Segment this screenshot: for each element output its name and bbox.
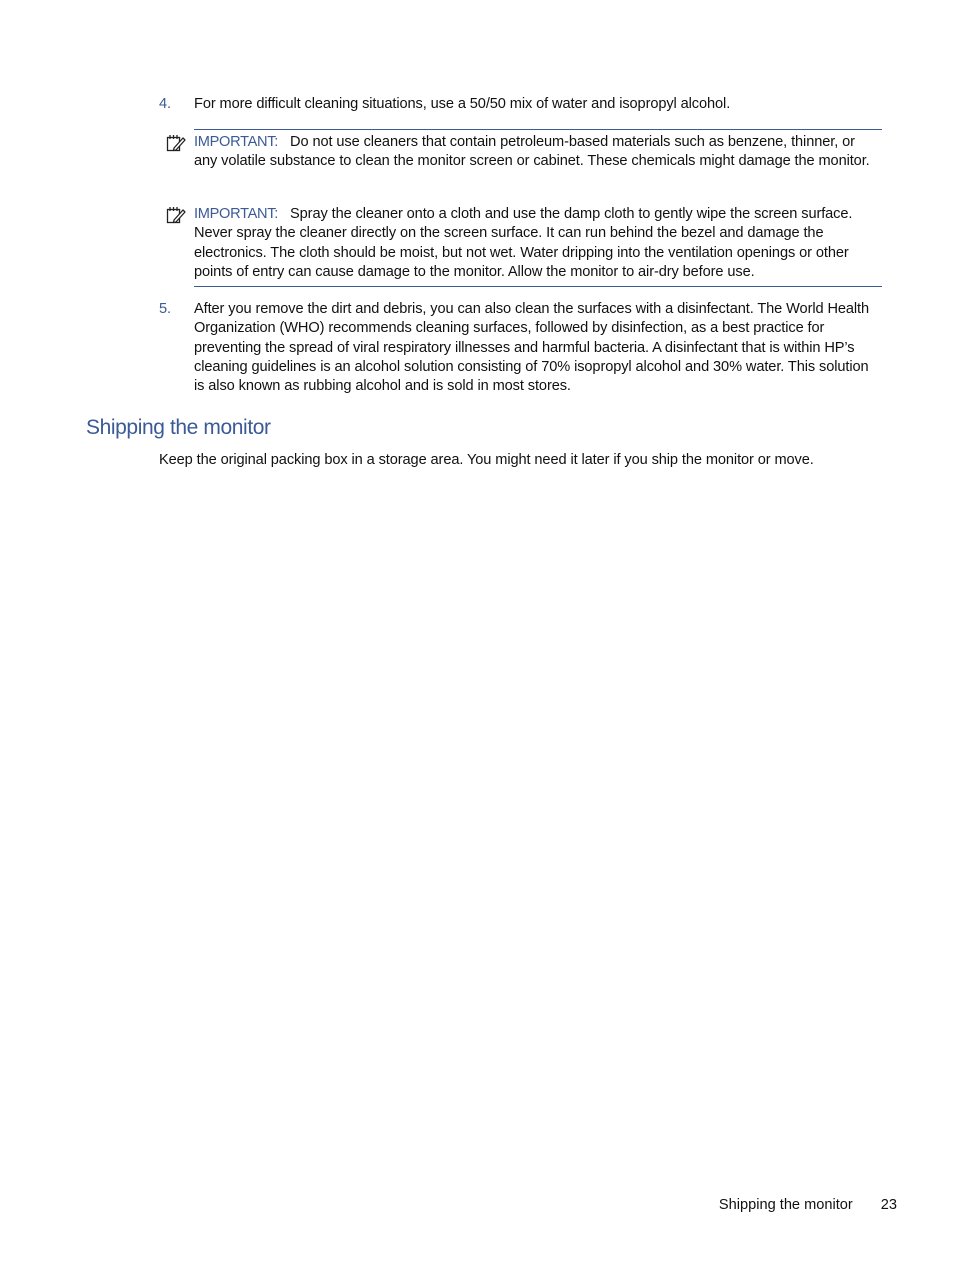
note-text: Do not use cleaners that contain petroleum-based materials such as benzene, thinner, or any volatile substance to clean the monitor screen or cabinet. These chemicals might damage the monitor.	[194, 134, 870, 170]
note-label: IMPORTANT:	[194, 206, 279, 222]
note-important-icon	[166, 206, 186, 224]
section-paragraph: Keep the original packing box in a storage area. You might need it later if you ship the monitor or move.	[159, 452, 814, 468]
note-divider-bottom	[194, 286, 882, 287]
step-item-4	[159, 95, 881, 114]
step-text: For more difficult cleaning situations, use a 50/50 mix of water and isopropyl alcohol.	[194, 96, 731, 112]
step-number: 5.	[159, 301, 171, 317]
step-text: After you remove the dirt and debris, you can also clean the surfaces with a disinfectant. The World Health Organization (WHO) recommends cleaning surfaces, followed by disinfection, as a best practice for preventing the spread of viral respiratory illnesses and harmful bacteria. A disinfectant that is within HP’s cleaning guidelines is an alcohol solution consisting of 70% isopropyl alcohol and 30% water. This solution is also known as rubbing alcohol and is sold in most stores.	[194, 301, 870, 395]
note-divider-top	[194, 129, 882, 130]
important-note-cleaners	[166, 133, 882, 172]
step-number: 4.	[159, 96, 171, 112]
step-item-5	[159, 300, 881, 396]
page-number: 23	[880, 1197, 897, 1213]
section-heading: Shipping the monitor	[86, 416, 271, 439]
note-important-icon	[166, 134, 186, 152]
page-footer	[719, 1196, 897, 1215]
note-label: IMPORTANT:	[194, 134, 279, 150]
footer-section-title: Shipping the monitor	[718, 1197, 853, 1213]
note-text: Spray the cleaner onto a cloth and use the damp cloth to gently wipe the screen surface. Never spray the cleaner directly on the screen surface. It can run behind the bezel and damage the electronics. The cloth should be moist, but not wet. Water dripping into the ventilation openings or other points of entry can cause damage to the monitor. Allow the monitor to air-dry before use.	[194, 206, 853, 280]
important-note-spray	[166, 205, 882, 282]
